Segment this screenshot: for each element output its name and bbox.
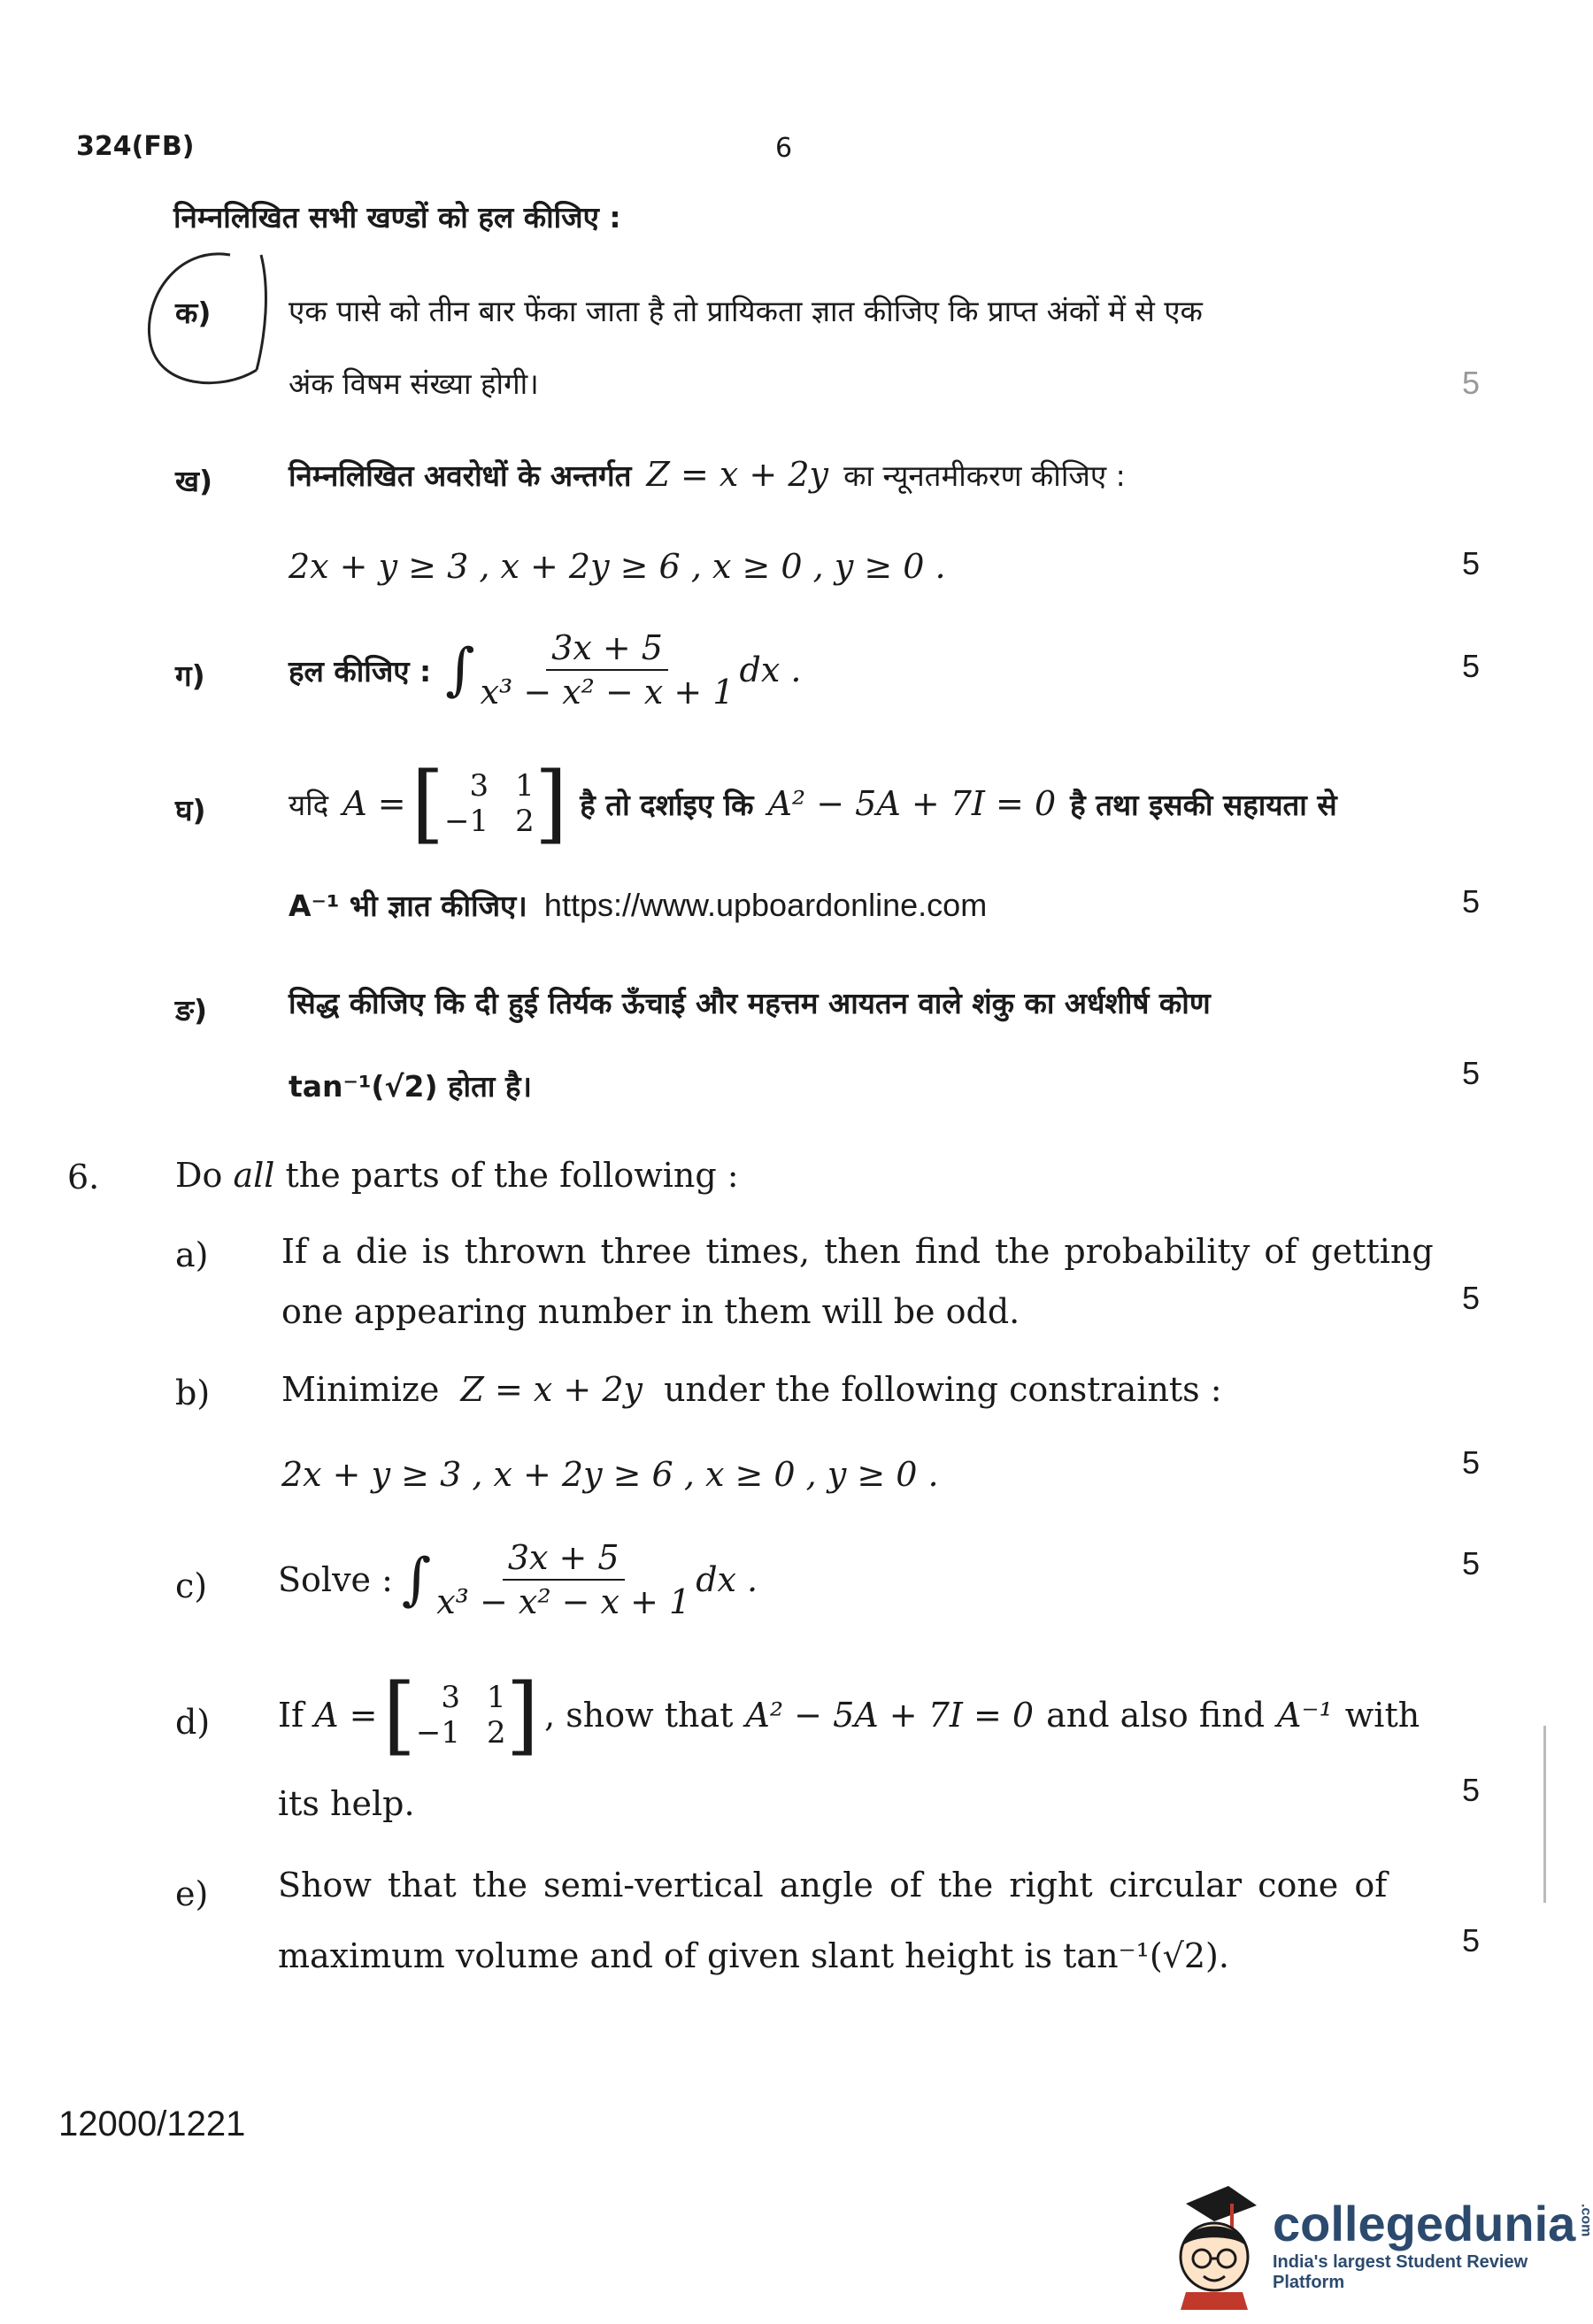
english-intro: Do all the parts of the following : [175, 1156, 739, 1195]
hindi-d-marks: 5 [1462, 883, 1481, 920]
scan-edge-line [1543, 1726, 1546, 1903]
source-url: https://www.upboardonline.com [543, 887, 988, 923]
hindi-c-expr: हल कीजिए : ∫ $\frac{3x + 5}{\text{x³ − x² − x + 1}}$ dx . [289, 628, 802, 712]
english-e-line1: Show that the semi-vertical angle of the right circular cone of [278, 1866, 1388, 1905]
english-c-expr: Solve : ∫ $\frac{3x + 5}{\text{x³ − x² − x + 1}}$ dx . [278, 1538, 758, 1621]
hindi-intro: निम्नलिखित सभी खण्डों को हल कीजिए : [173, 200, 621, 235]
english-c-marks: 5 [1462, 1545, 1481, 1581]
matrix-A: [ 3 1 −1 2 ] [411, 754, 568, 853]
integral-sign: ∫ [401, 1547, 432, 1612]
english-d-label: d) [175, 1703, 211, 1742]
student-mascot-icon [1159, 2177, 1266, 2310]
fraction: $\frac{3x + 5}{\text{x³ − x² − x + 1}}$ [480, 628, 735, 712]
hindi-d-line2: A⁻¹ भी ज्ञात कीजिए। https://www.upboardonline.com [289, 887, 988, 923]
hindi-a-label: क) [175, 296, 212, 330]
english-a-marks: 5 [1462, 1280, 1481, 1316]
hindi-b-marks: 5 [1462, 545, 1481, 581]
question-number: 6. [67, 1158, 100, 1197]
logo-suffix: .com [1578, 2203, 1593, 2236]
hindi-b-line1: निम्नलिखित अवरोधों के अन्तर्गत Z = x + 2y का न्यूनतमीकरण कीजिए : [289, 455, 1126, 494]
hindi-a-marks: 5 [1462, 365, 1481, 401]
page-number: 6 [775, 133, 793, 164]
english-b-marks: 5 [1462, 1444, 1481, 1481]
english-b-line1: Minimize Z = x + 2y under the following constraints : [281, 1370, 1222, 1409]
hindi-e-label: ङ) [175, 993, 208, 1027]
english-d-line2: its help. [278, 1784, 415, 1823]
hindi-d-label: घ) [175, 793, 206, 827]
integral-sign: ∫ [445, 637, 475, 703]
english-d-line1: If A = [ 3 1 −1 2 ] , show that A² − 5A + 7I = 0 and also find A⁻¹ with [278, 1666, 1420, 1765]
hindi-a-line2: अंक विषम संख्या होगी। [289, 366, 539, 401]
hindi-a-line1: एक पासे को तीन बार फेंका जाता है तो प्रायिकता ज्ञात कीजिए कि प्राप्त अंकों में से एक [289, 294, 1203, 328]
footer-code: 12000/1221 [58, 2105, 246, 2143]
matrix-A: [ 3 1 −1 2 ] [382, 1666, 540, 1765]
english-a-line2: one appearing number in them will be odd. [281, 1292, 1020, 1331]
logo-tagline: India's largest Student Review Platform [1273, 2251, 1528, 2292]
english-b-label: b) [175, 1374, 211, 1412]
english-e-marks: 5 [1462, 1922, 1481, 1958]
english-d-marks: 5 [1462, 1772, 1481, 1808]
hindi-b-label: ख) [175, 464, 213, 498]
hindi-d-line1: यदि A = [ 3 1 −1 2 ] है तो दर्शाइए कि A² − 5A + 7I = 0 है तथा इसकी सहायता से [289, 754, 1337, 853]
hindi-c-marks: 5 [1462, 648, 1481, 684]
fraction: $\frac{3x + 5}{\text{x³ − x² − x + 1}}$ [436, 1538, 691, 1621]
hindi-e-marks: 5 [1462, 1055, 1481, 1091]
english-e-line2: maximum volume and of given slant height is tan⁻¹(√2). [278, 1936, 1229, 1975]
hindi-e-line1: सिद्ध कीजिए कि दी हुई तिर्यक ऊँचाई और महत्तम आयतन वाले शंकु का अर्धशीर्ष कोण [289, 986, 1211, 1020]
hindi-e-line2: tan⁻¹(√2) होता है। [289, 1069, 532, 1104]
english-b-constraints: 2x + y ≥ 3 , x + 2y ≥ 6 , x ≥ 0 , y ≥ 0 . [281, 1455, 939, 1494]
english-a-label: a) [175, 1235, 209, 1274]
paper-code: 324(FB) [76, 131, 195, 162]
hindi-b-constraints: 2x + y ≥ 3 , x + 2y ≥ 6 , x ≥ 0 , y ≥ 0 . [289, 547, 946, 586]
hindi-c-label: ग) [175, 658, 205, 693]
english-c-label: c) [175, 1566, 208, 1605]
english-a-line1: If a die is thrown three times, then find the probability of getting [281, 1232, 1434, 1271]
collegedunia-logo[interactable] [1159, 2177, 1593, 2310]
english-e-label: e) [175, 1874, 209, 1913]
logo-name: collegedunia [1273, 2195, 1576, 2251]
